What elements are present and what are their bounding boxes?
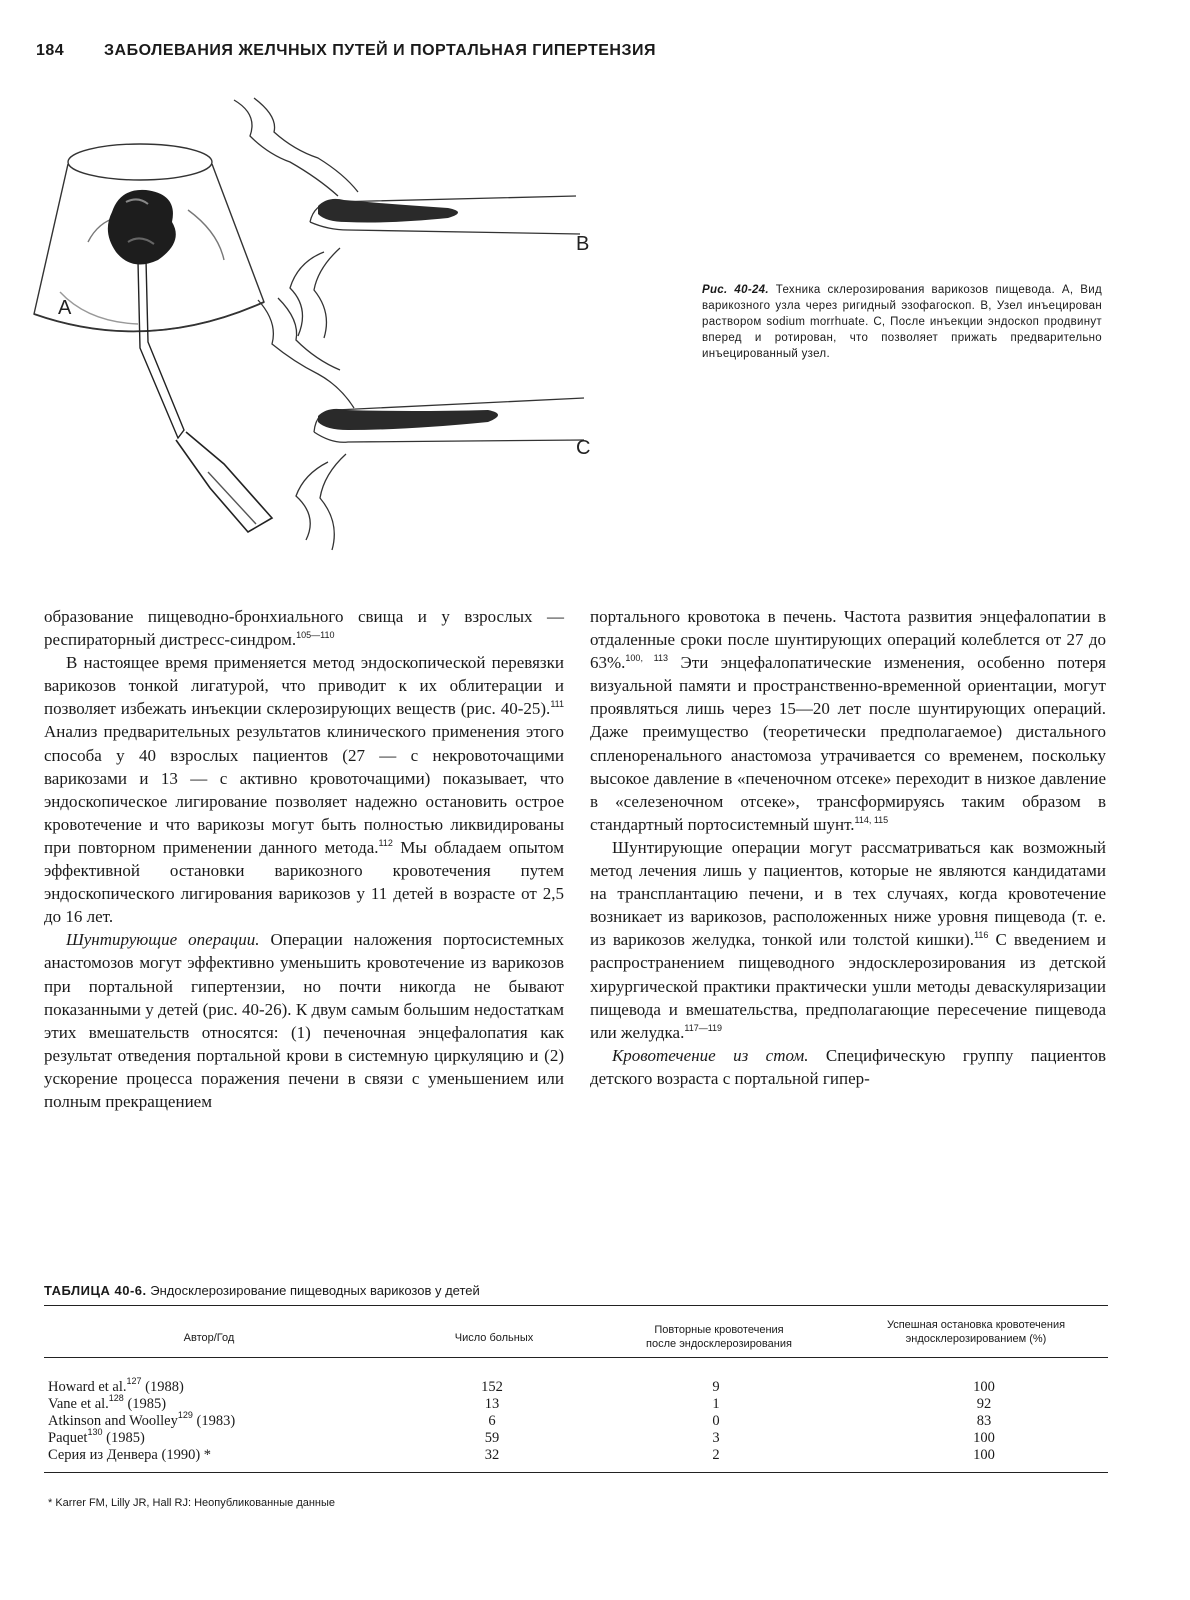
citation: 105—110 [296,630,335,641]
table-rule-header [44,1357,1108,1358]
citation: 116 [974,930,989,941]
cell-patients: 32 [484,1447,500,1463]
paragraph-text: Анализ предварительных результатов клинического применения этого способа у 40 взрослых пациентов (27 — с некровоточащими варикозами и 13 — с активно кровоточащими) показывает, что эндоскопическое лигирование позволяет надежно остановить острое кровотечение и что варикозы могут быть полностью ликвидированы при повторном применении данного метода. [44,722,564,857]
table-row [44,1427,1108,1447]
paragraph [44,651,564,928]
cell-author: Atkinson and Woolley$^{129}$ (1983) [48,1410,236,1429]
cell-rebleeds: 1 [712,1396,720,1412]
header-line: после эндосклерозирования [646,1338,792,1350]
table-row [44,1376,1108,1396]
cell-patients: 6 [488,1413,496,1429]
paragraph-text: Мы обладаем опытом эффективной остановки варикозного кровотечения путем эндоскопического лигирования варикозов у 11 детей в возрасте от 2,5 до 16 лет. [44,837,564,927]
paragraph-text: В настоящее время применяется метод эндоскопической перевязки варикозов тонкой лигатурой, что приводит к их облитерации и позволяет избежать инъекции склерозирующих веществ (рис. 40-25). [44,653,564,719]
figure-illustration [28,92,648,582]
paragraph [590,836,1106,1044]
cell-success: 92 [976,1396,992,1412]
label-a: A [58,297,72,319]
label-b: B [576,233,590,255]
panel-c-varix [318,409,498,430]
table-rule-bottom [44,1472,1108,1473]
paragraph-text: образование пищеводно-бронхиального свища и у взрослых — респираторный дистресс-синдром. [44,607,564,650]
table-row [44,1393,1108,1413]
section-heading: Кровотечение из стом. [612,1045,809,1065]
citation: 111 [550,699,564,710]
cell-success: 83 [976,1413,992,1429]
table-row [44,1447,1108,1464]
paragraph-text: С введением и распространением пищеводного эндосклерозирования из детской хирургической практики практически ушли методы деваскуляризации пищевода и вмешательства, предполагающие пересечение пищевода или желудка. [590,930,1107,1042]
cell-rebleeds: 3 [712,1430,720,1446]
cell-patients: 59 [484,1430,500,1446]
section-heading: Шунтирующие операции. [66,930,260,950]
page-header [36,42,656,60]
column-header-rebleeding [604,1323,834,1351]
table-row [44,1410,1108,1430]
table-caption: Эндосклерозирование пищеводных варикозов у детей [150,1283,480,1298]
paragraph-text: Эти энцефалопатические изменения, особенно потеря визуальной памяти и пространственно-временной ориентации, могут проявляться лишь через 15—20 лет после шунтирующих операций. Даже преимущество (теоретически предполагаемое) дистального спленоренального анастомоза утрачивается со временем, поскольку высокое давление в «печеночном отсеке» переходит в низкое давление в «селезеночном отсеке», трансформируясь таким образом в стандартный портосистемный шунт. [590,653,1106,834]
cell-success: 100 [973,1447,995,1463]
cell-patients: 152 [481,1379,503,1395]
varix-node [108,190,176,265]
cell-author: Серия из Денвера (1990) * [48,1447,212,1463]
table-rule-top [44,1305,1108,1306]
cell-rebleeds: 0 [712,1413,720,1429]
column-header-author: Автор/Год [183,1332,235,1344]
paragraph [590,605,1106,836]
cell-patients: 13 [484,1396,500,1412]
paragraph [590,1044,1106,1090]
citation: 117—119 [684,1022,723,1033]
figure-caption-text: Техника склерозирования варикозов пищевода. A, Вид варикозного узла через ригидный эзофагоскоп. B, Узел инъецирован раствором sodium morrhuate. C, После инъекции эндоскоп продвинут вперед и ротирован, что позволяет прижать предварительно инъецированный узел. [702,284,1103,360]
cell-success: 100 [973,1379,995,1395]
paragraph [44,605,564,651]
figure-40-24 [28,92,648,582]
column-header-patients: Число больных [454,1332,534,1344]
paragraph-text: Шунтирующие операции могут рассматриваться как возможный метод лечения лишь у пациентов, которые не являются кандидатами на трансплантацию печени, и в тех случаях, когда кровотечение возникает из варикозов, расположенных ниже уровня пищевода (т. е. из варикозов желудка, тонкой или толстой кишки). [590,837,1106,950]
cell-success: 100 [973,1430,995,1446]
column-header-success [844,1318,1108,1346]
table-footnote: * Karrer FM, Lilly JR, Hall RJ: Неопубликованные данные [48,1497,336,1509]
header-line: эндосклерозированием (%) [905,1333,1047,1345]
cell-author: Howard et al.$^{127}$ (1988) [48,1376,184,1395]
figure-caption-label: Рис. 40-24. [702,284,769,296]
page-number: 184 [36,42,65,59]
table-title [44,1283,480,1298]
cell-rebleeds: 9 [712,1379,720,1395]
running-title: ЗАБОЛЕВАНИЯ ЖЕЛЧНЫХ ПУТЕЙ И ПОРТАЛЬНАЯ ГИПЕРТЕНЗИЯ [104,42,656,59]
panel-b-varix [318,199,458,223]
cell-rebleeds: 2 [712,1447,720,1463]
left-column [44,605,564,1113]
paragraph-text: Специфическую группу пациентов детского возраста с портальной гипер- [590,1045,1106,1088]
right-column [590,605,1106,1090]
paragraph-text: портального кровотока в печень. Частота развития энцефалопатии в отдаленные сроки после шунтирующих операций колеблется от 27 до 63%. [590,607,1106,673]
cell-author: Paquet$^{130}$ (1985) [48,1427,145,1446]
cell-author: Vane et al.$^{128}$ (1985) [48,1393,167,1412]
header-line: Успешная остановка кровотечения [886,1319,1066,1331]
label-c: C [576,437,591,459]
citation: 100, 113 [625,653,669,664]
paragraph [44,928,564,1113]
header-line: Повторные кровотечения [654,1324,784,1336]
table-label: ТАБЛИЦА 40-6. [44,1283,147,1298]
figure-caption [702,282,1102,362]
citation: 114, 115 [854,814,889,825]
citation: 112 [378,837,393,848]
paragraph-text: Операции наложения портосистемных анастомозов могут эффективно уменьшить кровотечение из варикозов при портальной гипертензии, но почти никогда не бывают показанными у детей (рис. 40-26). К двум самым большим недостаткам этих вмешательств относятся: (1) печеночная энцефалопатия как результат отведения портальной крови в системную циркуляцию и (2) ускорение процесса поражения печени в связи с уменьшением или полным прекращением [44,930,565,1111]
